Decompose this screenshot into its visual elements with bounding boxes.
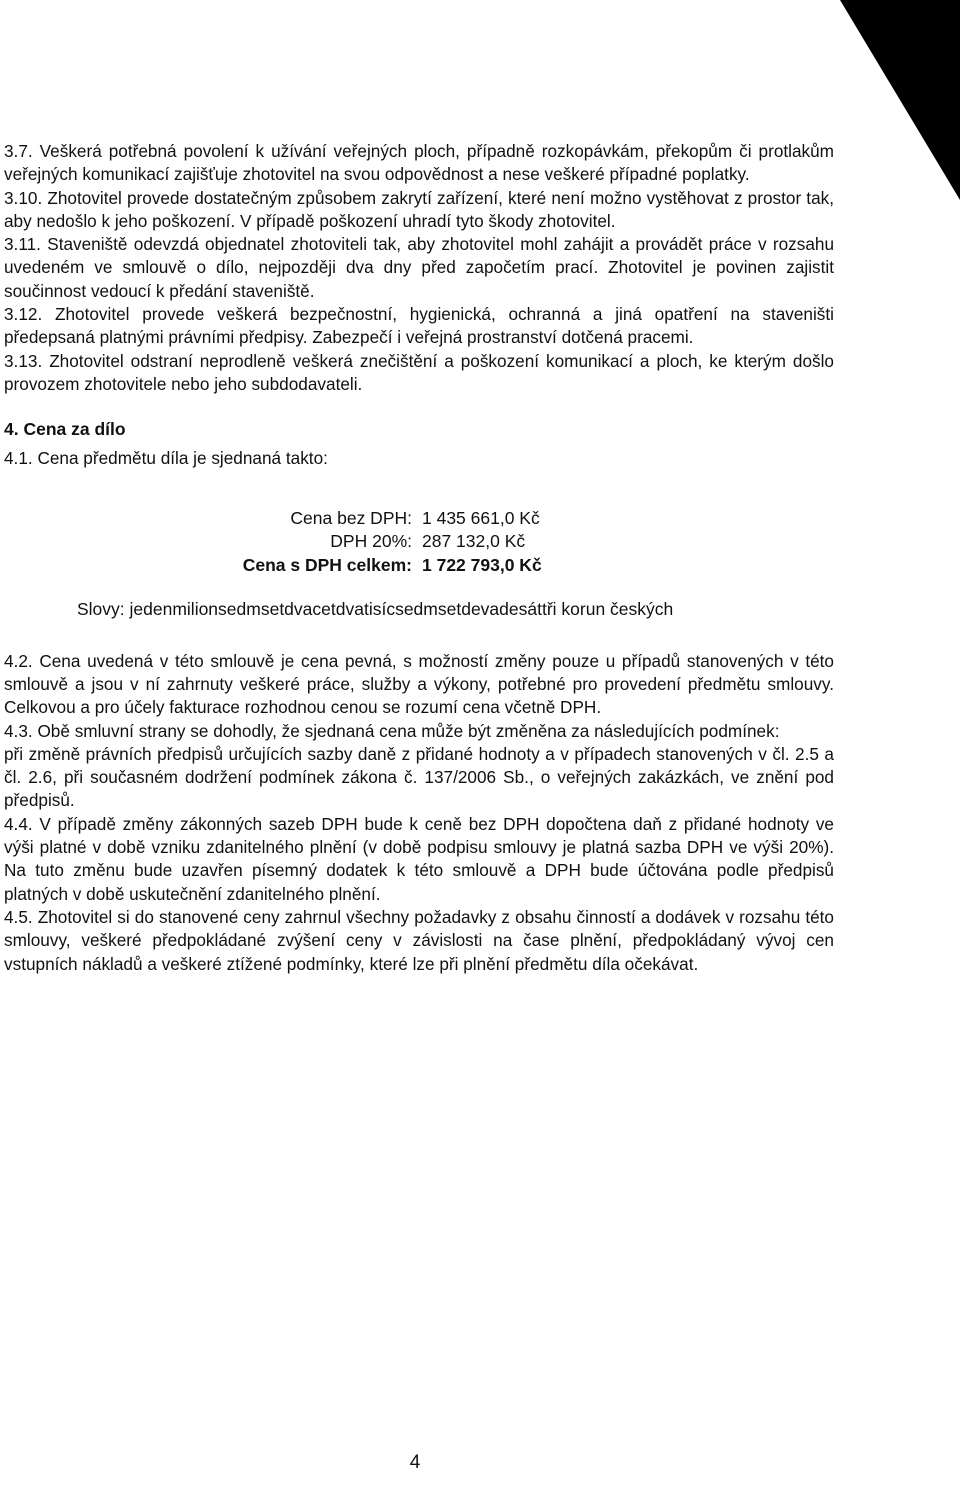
price-row-net — [4, 507, 834, 531]
paragraph-3-13: 3.13. Zhotovitel odstraní neprodleně veškerá znečištění a poškození komunikací a ploch, ke kterým došlo provozem zhotovitele nebo jeho subdodavateli. — [4, 350, 834, 394]
price-value: 1 435 661,0 Kč — [422, 507, 540, 528]
paragraph-3-11: 3.11. Staveniště odevzdá objednatel zhotoviteli tak, aby zhotovitel mohl zahájit a provádět práce v rozsahu uvedeném ve smlouvě o dílo, nejpozději dva dny před započetím prací. Zhotovitel je povinen zajistit součinnost vedoucí k předání staveniště. — [4, 234, 834, 301]
paragraph-3-12: 3.12. Zhotovitel provede veškerá bezpečnostní, hygienická, ochranná a jiná opatření na staveništi předepsaná platnými právními předpisy. Zabezpečí i veřejná prostranství dotčená pracemi. — [4, 304, 834, 348]
section-heading-cena: 4. Cena za dílo — [4, 419, 126, 440]
paragraph-4-4: 4.4. V případě změny zákonných sazeb DPH bude k ceně bez DPH dopočtena daň z přidané hodnoty ve výši platné v době vzniku zdanitelného plnění (v době podpisu smlouvy je platná sazba DPH ve výši 20%). Na tuto změnu bude uzavřen písemný dodatek k této smlouvě a DPH bude účtována podle předpisů platných v době uskutečnění zdanitelného plnění. — [4, 813, 834, 904]
page-number: 4 — [409, 1452, 421, 1473]
paragraph-4-1: 4.1. Cena předmětu díla je sjednaná takto: — [4, 447, 328, 468]
paragraph-4-2: 4.2. Cena uvedená v této smlouvě je cena pevná, s možností změny pouze u případů stanovených v této smlouvě a jsou v ní zahrnuty veškeré práce, služby a výkony, potřebné pro provedení předmětu smlouvy. Celkovou a pro účely fakturace rozhodnou cenou se rozumí cena včetně DPH. — [4, 650, 834, 718]
corner-fold-mark — [840, 0, 960, 200]
price-row-vat — [4, 530, 834, 554]
price-in-words: Slovy: jedenmilionsedmsetdvacetdvatisícsedmsetdevadesáttři korun českých — [77, 598, 674, 619]
bottom-paragraphs — [4, 650, 834, 976]
paragraph-3-10: 3.10. Zhotovitel provede dostatečným způsobem zakrytí zařízení, které není možno vystěhovat z prostor tak, aby nedošlo k jeho poškození. V případě poškození uhradí tyto škody zhotovitel. — [4, 187, 834, 231]
price-label: Cena s DPH celkem: — [242, 555, 412, 576]
price-value: 1 722 793,0 Kč — [422, 555, 542, 576]
paragraph-4-3-condition: při změně právních předpisů určujících sazby daně z přidané hodnoty a v případech stanovených v čl. 2.5 a čl. 2.6, při současném dodržení podmínek zákona č. 137/2006 Sb., o veřejných zakázkách, ve znění pod předpisů. — [4, 743, 834, 811]
price-label: Cena bez DPH: — [290, 507, 412, 528]
paragraph-4-3: 4.3. Obě smluvní strany se dohodly, že sjednaná cena může být změněna za následujících podmínek: — [4, 720, 780, 741]
price-label: DPH 20%: — [330, 531, 412, 552]
price-row-total — [4, 554, 834, 578]
price-value: 287 132,0 Kč — [422, 531, 526, 552]
document-body — [4, 140, 834, 976]
paragraph-4-5: 4.5. Zhotovitel si do stanovené ceny zahrnul všechny požadavky z obsahu činností a dodávek v rozsahu této smlouvy, veškeré předpokládané zvýšení ceny v závislosti na čase plnění, předpokládaný vývoj cen vstupních nákladů a veškeré ztížené podmínky, které lze při plnění předmětu díla očekávat. — [4, 906, 834, 974]
price-table — [4, 507, 834, 578]
paragraph-3-7: 3.7. Veškerá potřebná povolení k užívání veřejných ploch, případně rozkopávkám, překopům či protlakům veřejných komunikací zajišťuje zhotovitel na svou odpovědnost a nese veškeré případné poplatky. — [4, 141, 834, 185]
